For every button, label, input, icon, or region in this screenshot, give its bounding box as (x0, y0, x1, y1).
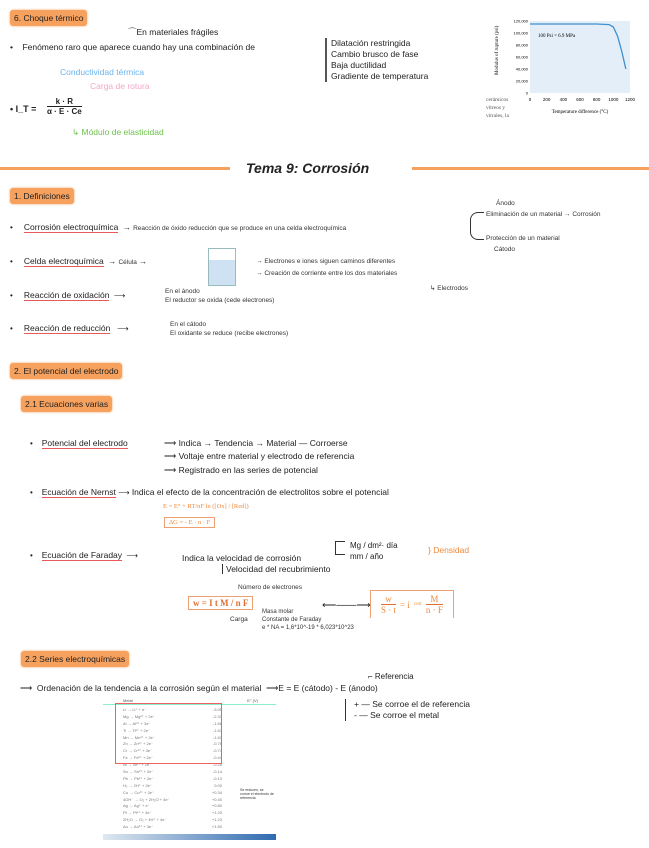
y-tick-label: 20,000 (515, 78, 528, 84)
label-carga-rotura: Carga de rotura (90, 81, 150, 91)
x-axis-label: Temperature difference (°C) (551, 110, 609, 115)
table-cell: Ni → Ni²⁺ + 2e⁻ (123, 762, 152, 768)
desc: Reacción de óxido reducción que se produce en una celda electroquímica (133, 225, 347, 232)
y-tick-label: 60,000 (515, 54, 528, 60)
table-cell: -0.13 (212, 775, 222, 781)
table-cell: +1.20 (211, 810, 222, 816)
y-tick-label: 40,000 (515, 66, 528, 72)
side-text-1: cerámicos (486, 97, 509, 103)
table-cell: Mg → Mg²⁺ + 2e⁻ (123, 713, 155, 719)
subscript-corr: corr (413, 602, 422, 607)
cell-image (208, 248, 236, 286)
x-tick-label: 200 (542, 97, 551, 102)
faraday-notes (262, 608, 354, 632)
x-tick-label: 800 (592, 97, 601, 102)
referencia-text: Referencia (374, 672, 414, 681)
formula-denominator: α · E · Ce (47, 107, 82, 116)
line-text: Creación de corriente entre los dos materiales (264, 270, 398, 277)
table-footer-bar (103, 834, 276, 840)
table-row (103, 776, 276, 783)
table-cell: -3.05 (212, 707, 222, 712)
title-rule-right (412, 167, 649, 170)
table-cell: +0.34 (211, 789, 222, 795)
table-cell: +1.23 (211, 817, 222, 823)
chain-step: Corroerse (309, 438, 348, 448)
table-row (103, 824, 276, 831)
table-cell: H₂ → 2H⁺ + 2e⁻ (123, 782, 153, 788)
fraction-left (381, 594, 396, 615)
x-tick-label: 1200 (624, 97, 636, 102)
y-tick-label: 80,000 (515, 42, 528, 48)
table-cell: Au → Au³⁺ + 3e⁻ (123, 824, 154, 830)
note-line: e * NA = 1,6*10^-19 * 6,023*10^23 (262, 625, 354, 631)
potencial-line-2: ⟶ Registrado en las series de potencial (164, 465, 318, 475)
table-cell: Fe → Fe²⁺ + 2e⁻ (123, 755, 154, 761)
line-text: En el cátodo (170, 321, 207, 328)
section-tag-potencial: 2. El potencial del electrodo (10, 363, 122, 379)
line-text: El oxidante se reduce (recibe electrones) (170, 330, 289, 337)
series-table-image (103, 698, 276, 840)
desc: Ordenación de la tendencia a la corrosión según el material (36, 683, 262, 693)
table-cell: Cu → Cu²⁺ + 2e⁻ (123, 789, 155, 795)
table-cell: Mn → Mn²⁺ + 2e⁻ (123, 734, 155, 740)
term: Reacción de reducción (23, 323, 111, 333)
sign-text: Se corroe el metal (370, 710, 440, 720)
equals-i: = i (400, 599, 410, 610)
branch-brace (470, 212, 484, 240)
item-faraday: • Ecuación de Faraday ⟶ (30, 550, 138, 560)
label-modulo: ↳ Módulo de elasticidad (72, 127, 164, 137)
formula-fraction (47, 97, 82, 116)
note-line: Constante de Faraday (262, 617, 322, 623)
faraday-desc: Indica la velocidad de corrosión (182, 553, 302, 563)
table-row (103, 810, 276, 817)
fraction-right (426, 594, 443, 615)
highlight-box (115, 703, 222, 764)
nernst-equation: E = E° + RT/nF ln ([Ox] / [Red]) (163, 503, 249, 510)
unit: Mg / dm²· día (350, 541, 398, 550)
x-tick-label: 400 (559, 97, 568, 102)
units-brace (335, 541, 345, 555)
fenomeno-text: Fenómeno raro que aparece cuando hay una combinación de (22, 42, 255, 52)
sign-minus: - — Se corroe el metal (354, 710, 440, 720)
term: Corrosión electroquímica (23, 222, 119, 232)
branch-corrosion: Corrosión (572, 211, 601, 218)
numerator: M (426, 594, 443, 605)
table-note: Se reducen, se corroe el electrodo de referencia (240, 788, 274, 800)
table-cell: -1.63 (212, 734, 222, 740)
sign-text: Se corroe el de referencia (372, 699, 471, 709)
note-fragiles-text: En materiales frágiles (136, 27, 219, 37)
sign-plus: + — Se corroe el de referencia (354, 699, 471, 709)
note-fragiles: ⌒En materiales frágiles (128, 27, 219, 37)
table-cell: Al → Al³⁺ + 3e⁻ (123, 720, 151, 726)
page-title: Tema 9: Corrosión (246, 160, 370, 176)
density-text: Densidad (433, 545, 470, 555)
line-text: El reductor se oxida (cede electrones) (165, 297, 275, 304)
reduccion-desc (170, 320, 288, 338)
celda-electrodos: ↳ Electrodos (430, 285, 468, 292)
chain-step: Tendencia (214, 438, 254, 448)
table-cell: 4OH⁻ → O₂ + 2H₂O + 4e⁻ (123, 796, 170, 802)
branch-catodo: Cátodo (494, 246, 515, 253)
sign: - (354, 710, 357, 720)
celda-line-1: → Electrones e iones siguen caminos diferentes (256, 258, 396, 265)
branch-proteccion: Protección de un material (486, 235, 560, 242)
table-cell: Ag → Ag⁺ + e⁻ (123, 803, 150, 809)
item-nernst: • Ecuación de Nernst ⟶ Indica el efecto de la concentración de electrolitos sobre el potencial (30, 487, 389, 497)
sign: + (354, 699, 359, 709)
term: Celda electroquímica (23, 256, 104, 266)
combination-list (325, 38, 428, 82)
branch-text: Eliminación de un material (486, 211, 563, 218)
formula-numerator: k · R (47, 97, 82, 107)
y-tick-label: 0 (525, 90, 528, 96)
y-axis-label: Modulus of rupture (psi) (495, 25, 500, 75)
item-corrosion: • Corrosión electroquímica → Reacción de óxido reducción que se produce en una celda electroquímica (10, 222, 347, 232)
table-cell: Zn → Zn²⁺ + 2e⁻ (123, 741, 154, 747)
list-item: Dilatación restringida (331, 38, 411, 48)
table-cell: Cr → Cr³⁺ + 3e⁻ (123, 748, 153, 754)
x-tick-label: 600 (576, 97, 584, 102)
bullet-fenomeno: • Fenómeno raro que aparece cuando hay una combinación de (10, 42, 255, 52)
formula-it: • I_T = (10, 104, 37, 114)
table-cell: Li → Li⁺ + e⁻ (123, 707, 147, 712)
table-cell: +0.80 (211, 803, 222, 809)
table-cell: -0.14 (212, 769, 222, 775)
header-cell: E° (V) (247, 698, 258, 703)
series-signs (345, 699, 470, 721)
oxidacion-desc (165, 287, 274, 305)
table-cell: -1.66 (212, 720, 222, 726)
table-row (103, 817, 276, 824)
table-cell: +1.50 (211, 824, 222, 830)
unit: mm / año (350, 552, 384, 561)
term: Reacción de oxidación (23, 290, 110, 300)
celda-line-2: → Creación de corriente entre los dos materiales (256, 270, 398, 277)
table-cell: -0.25 (212, 762, 222, 768)
rupture-chart (486, 15, 646, 125)
table-cell: Pt → Pt⁴⁺ + 4e⁻ (123, 810, 152, 816)
table-cell: Pb → Pb²⁺ + 2e⁻ (123, 775, 154, 781)
table-cell: -0.76 (212, 741, 222, 747)
table-cell: Ti → Ti²⁺ + 2e⁻ (123, 727, 151, 733)
faraday-desc2: Velocidad del recubrimiento (222, 564, 330, 574)
item-reduccion: • Reacción de reducción ⟶ (10, 323, 129, 333)
x-tick-label: 1000 (608, 97, 619, 102)
line-text: Voltaje entre material y electrodo de referencia (178, 451, 355, 461)
table-cell: -2.37 (212, 713, 222, 719)
density-label: } Densidad (428, 545, 470, 555)
term: Ecuación de Nernst (41, 487, 116, 497)
table-cell: +0.40 (211, 796, 222, 802)
line-text: En el ánodo (165, 288, 200, 295)
item-oxidacion: • Reacción de oxidación ⟶ (10, 290, 126, 300)
potencial-line-1: ⟶ Voltaje entre material y electrodo de referencia (164, 451, 355, 461)
y-tick-label: 100,000 (513, 30, 528, 36)
equiv-arrow: ⟵——⟶ (322, 600, 371, 611)
numerator: w (381, 594, 396, 605)
line-text: Registrado en las series de potencial (178, 465, 318, 475)
term: Ecuación de Faraday (41, 550, 123, 560)
denominator: n · F (425, 605, 443, 615)
line-text: Electrones e iones siguen caminos diferentes (264, 258, 396, 265)
table-cell: -0.44 (212, 755, 222, 761)
branch-anodo: Ánodo (496, 200, 515, 207)
annotation: 100 Psi = 6.9 MPa (538, 34, 576, 39)
table-cell: Sn → Sn²⁺ + 2e⁻ (123, 769, 154, 775)
table-row (103, 803, 276, 810)
section-tag-ecuaciones: 2.1 Ecuaciones varias (21, 396, 112, 412)
side-text-2: vítreos y (486, 105, 506, 111)
item-potencial: • Potencial del electrodo (30, 438, 128, 448)
branch-eliminacion: Eliminación de un material → Corrosión (486, 211, 601, 218)
faraday-equation-2 (370, 590, 454, 618)
electrons-label: Número de electrones (238, 584, 302, 591)
faraday-equation: w = I t M / n F (188, 596, 253, 610)
section-tag-choque: 6. Choque térmico (10, 10, 87, 26)
note-line: Masa molar (262, 609, 294, 615)
desc: Célula (118, 259, 137, 266)
gibbs-equation: ΔG = - E · n · F (164, 517, 215, 528)
list-item: Baja ductilidad (331, 60, 387, 70)
header-cell: Metal (123, 698, 133, 703)
table-row (103, 769, 276, 776)
list-item: Gradiente de temperatura (331, 71, 429, 81)
table-cell: 0.00 (214, 782, 222, 788)
series-desc: ⟶ Ordenación de la tendencia a la corrosión según el material ⟶E = E (cátodo) - E (ánodo) (20, 683, 378, 693)
item-celda: • Celda electroquímica → Célula → (10, 256, 148, 266)
series-formula: E = E (cátodo) - E (ánodo) (278, 683, 378, 693)
denominator: S · t (381, 605, 397, 615)
section-tag-series: 2.2 Series electroquímicas (21, 651, 129, 667)
electrodos-text: Electrodos (437, 285, 468, 292)
faraday-units (350, 540, 398, 562)
side-text-3: vitrales, la (486, 113, 509, 119)
label-conductividad: Conductividad térmica (60, 67, 145, 77)
table-cell: -0.74 (212, 748, 222, 754)
term: Potencial del electrodo (41, 438, 128, 448)
carga-label: Carga (230, 616, 248, 623)
table-cell: 2H₂O → O₂ + 4H⁺ + 4e⁻ (123, 817, 167, 823)
chain-step: Indica (178, 438, 202, 448)
label-modulo-text: Módulo de elasticidad (81, 127, 164, 137)
section-tag-definiciones: 1. Definiciones (10, 188, 74, 204)
table-cell: -1.63 (212, 727, 222, 733)
potencial-chain: ⟶ Indica → Tendencia → Material — Corroerse (164, 438, 348, 448)
desc: Indica el efecto de la concentración de electrolitos sobre el potencial (131, 487, 389, 497)
x-tick-label: 0 (528, 97, 532, 102)
y-tick-label: 120,000 (513, 18, 528, 24)
formula-lhs: I_T (15, 104, 29, 114)
referencia-label: ⌐ Referencia (368, 672, 414, 681)
list-item: Cambio brusco de fase (331, 49, 419, 59)
chain-step: Material (266, 438, 297, 448)
title-rule-left (0, 167, 230, 170)
